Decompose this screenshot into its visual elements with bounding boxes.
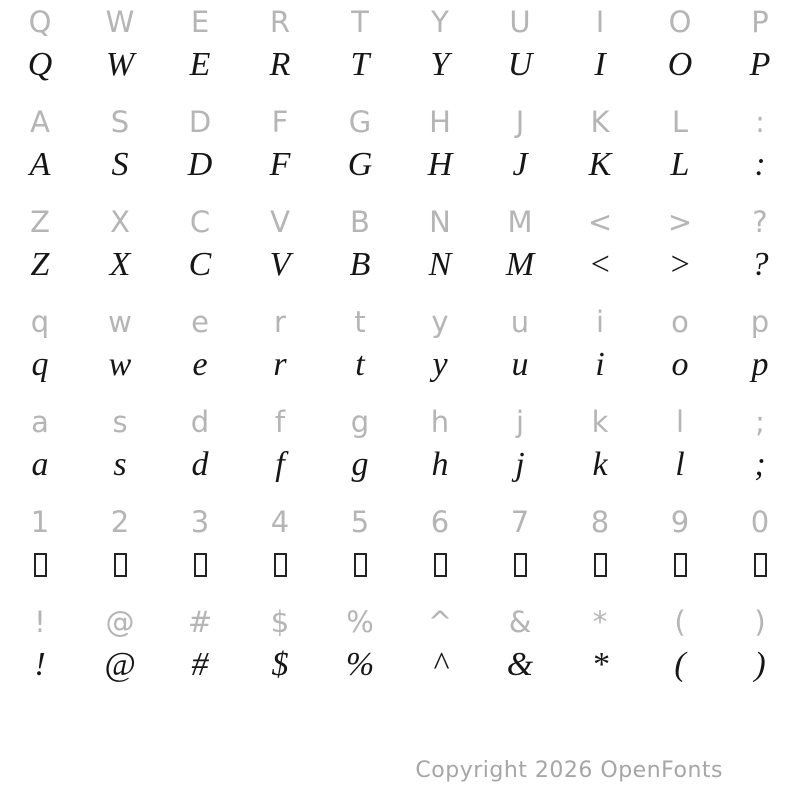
label-char: f [274,405,286,439]
charmap-row-2 [0,100,800,200]
specimen-char: i [595,346,605,383]
notdef-box-icon [674,553,687,577]
notdef-box-icon [754,553,767,577]
specimen-char: K [588,146,612,183]
specimen-cell [80,544,160,586]
specimen-cell [640,544,720,586]
label-char: F [271,105,289,139]
label-char: L [671,105,689,139]
label-char: ! [34,605,46,639]
specimen-cell [240,544,320,586]
specimen-char: R [269,46,291,83]
label-char: : [755,105,765,139]
label-char: W [105,5,135,39]
specimen-char: d [191,446,209,483]
specimen-char: D [187,146,213,183]
specimen-cell [320,544,400,586]
label-char: r [274,305,286,339]
specimen-char: k [592,446,608,483]
specimen-char: ; [754,446,766,483]
specimen-char: L [670,146,690,183]
notdef-box-icon [114,553,127,577]
charmap-row-3 [0,200,800,300]
label-line [0,400,800,444]
label-char: % [346,605,374,639]
label-line [0,300,800,344]
label-char: R [269,5,291,39]
charmap-row-5 [0,400,800,500]
label-char: t [354,305,366,339]
specimen-line [0,344,800,386]
specimen-char: t [355,346,365,383]
specimen-cell [0,544,80,586]
specimen-char: G [347,146,373,183]
label-char: $ [270,605,290,639]
label-char: h [430,405,450,439]
label-char: J [515,105,525,139]
label-char: 7 [510,505,530,539]
specimen-char: o [671,346,689,383]
label-char: N [429,205,451,239]
specimen-char: M [505,246,535,283]
label-char: O [668,5,692,39]
specimen-char: ) [754,646,766,683]
page-footer [415,758,723,783]
label-char: a [31,405,49,439]
specimen-char: Z [30,246,50,283]
specimen-char: : [754,146,766,183]
label-char: ) [754,605,766,639]
specimen-char: s [113,446,127,483]
specimen-char: J [512,146,528,183]
notdef-box-icon [34,553,47,577]
specimen-char: W [105,46,135,83]
label-char: P [751,5,769,39]
label-char: 2 [110,505,130,539]
specimen-char: N [428,246,452,283]
specimen-char: j [515,446,525,483]
label-char: > [667,205,693,239]
label-char: S [110,105,130,139]
label-char: I [595,5,605,39]
label-char: k [591,405,609,439]
label-char: ? [752,205,768,239]
specimen-char: y [432,346,448,383]
label-char: < [587,205,613,239]
specimen-char: p [751,346,769,383]
label-char: E [190,5,210,39]
notdef-box-icon [194,553,207,577]
specimen-char: X [109,246,131,283]
label-char: ^ [427,605,453,639]
specimen-char: B [349,246,371,283]
specimen-char: C [188,246,212,283]
notdef-box-icon [594,553,607,577]
label-char: M [507,205,533,239]
label-line [0,200,800,244]
specimen-char: & [506,646,534,683]
specimen-line [0,444,800,486]
specimen-char: < [588,246,612,283]
specimen-char: ! [34,646,46,683]
specimen-char: % [345,646,375,683]
specimen-line [0,44,800,86]
specimen-cell [560,544,640,586]
label-line [0,0,800,44]
specimen-char: ? [751,246,769,283]
specimen-line [0,144,800,186]
specimen-cell [400,544,480,586]
charmap-row-6 [0,500,800,600]
label-char: g [350,405,370,439]
label-char: & [508,605,532,639]
charmap-row-1 [0,0,800,100]
specimen-char: F [269,146,291,183]
notdef-box-icon [434,553,447,577]
specimen-char: H [427,146,453,183]
specimen-char: O [667,46,693,83]
label-char: C [189,205,211,239]
label-char: ; [755,405,765,439]
label-char: * [592,605,608,639]
specimen-char: # [191,646,209,683]
specimen-char: Q [27,46,53,83]
label-char: 8 [590,505,610,539]
label-char: ( [674,605,686,639]
charmap-row-7 [0,600,800,700]
specimen-char: u [511,346,529,383]
label-char: Y [431,5,449,39]
label-char: X [110,205,130,239]
specimen-char: U [507,46,533,83]
specimen-char: q [31,346,49,383]
specimen-char: r [273,346,287,383]
specimen-cell [160,544,240,586]
specimen-char: $ [271,646,289,683]
label-char: U [509,5,531,39]
copyright-text: Copyright 2026 OpenFonts [415,758,723,783]
specimen-char: h [431,446,449,483]
specimen-char: E [189,46,211,83]
label-char: j [515,405,525,439]
specimen-char: S [111,146,129,183]
label-char: 5 [350,505,370,539]
label-line [0,500,800,544]
label-char: G [348,105,372,139]
label-char: A [30,105,50,139]
label-char: i [595,305,605,339]
specimen-char: V [269,246,291,283]
notdef-box-icon [514,553,527,577]
specimen-line [0,644,800,686]
label-char: 9 [670,505,690,539]
notdef-box-icon [274,553,287,577]
specimen-line [0,244,800,286]
specimen-char: ^ [432,646,448,683]
specimen-char: T [350,46,370,83]
label-char: 0 [750,505,770,539]
label-char: 3 [190,505,210,539]
charmap-row-4 [0,300,800,400]
specimen-char: @ [104,646,136,683]
label-line [0,600,800,644]
specimen-char: I [594,46,606,83]
label-char: u [510,305,530,339]
label-char: 6 [430,505,450,539]
label-char: p [750,305,770,339]
label-char: H [429,105,451,139]
specimen-char: e [192,346,208,383]
specimen-char: ( [674,646,686,683]
label-char: V [270,205,290,239]
label-line [0,100,800,144]
label-char: o [671,305,689,339]
specimen-char: w [108,346,132,383]
label-char: s [112,405,128,439]
specimen-line [0,544,800,586]
specimen-char: P [749,46,771,83]
label-char: d [190,405,210,439]
specimen-char: A [29,146,51,183]
label-char: T [351,5,369,39]
specimen-char: Y [430,46,450,83]
notdef-box-icon [354,553,367,577]
label-char: Q [28,5,52,39]
specimen-char: > [668,246,692,283]
label-char: Z [30,205,50,239]
label-char: 1 [30,505,50,539]
label-char: D [188,105,212,139]
specimen-char: a [31,446,49,483]
specimen-char: f [275,446,285,483]
specimen-cell [720,544,800,586]
label-char: q [30,305,50,339]
label-char: l [675,405,685,439]
specimen-char: l [675,446,685,483]
specimen-char: * [591,646,609,683]
label-char: e [191,305,209,339]
label-char: y [431,305,449,339]
label-char: K [590,105,610,139]
specimen-char: g [351,446,369,483]
label-char: w [108,305,132,339]
label-char: # [187,605,213,639]
label-char: 4 [270,505,290,539]
label-char: @ [105,605,135,639]
label-char: B [350,205,370,239]
specimen-cell [480,544,560,586]
